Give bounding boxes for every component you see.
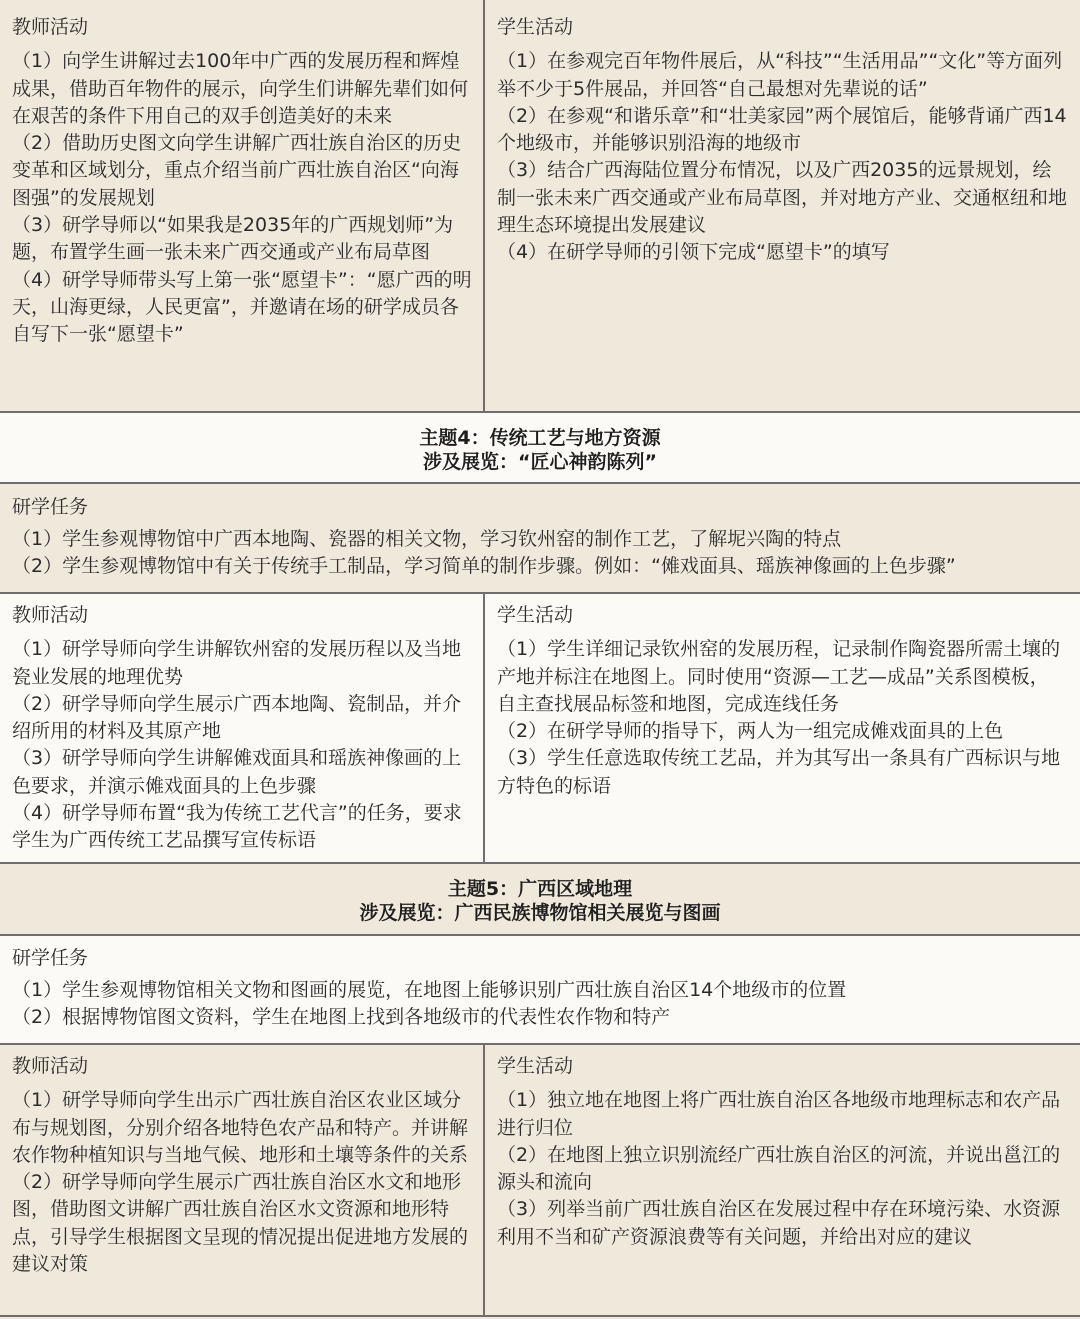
student-activity-cell (497, 1053, 1067, 1251)
research-task-header: 研学任务 (12, 496, 89, 518)
teacher-activity-cell (12, 602, 472, 855)
research-task-cell (12, 494, 1072, 580)
teacher-activity-item: （1）研学导师向学生出示广西壮族自治区农业区域分布与规划图，分别介绍各地特色农产品和特产。并讲解农作物种植知识与当地气候、地形和土壤等条件的关系 (12, 1089, 469, 1166)
research-task-item: （1）学生参观博物馆中广西本地陶、瓷器的相关文物，学习钦州窑的制作工艺，了解坭兴陶的特点 (12, 528, 842, 550)
student-activity-item: （2）在研学导师的指导下，两人为一组完成傩戏面具的上色 (497, 720, 1004, 743)
teacher-activity-header: 教师活动 (12, 1055, 89, 1077)
theme5-exhibit: 涉及展览：广西民族博物馆相关展览与图画 (359, 902, 721, 924)
teacher-activity-item: （3）研学导师以“如果我是2035年的广西规划师”为题，布置学生画一张未来广西交通或产业布局草图 (12, 214, 454, 264)
student-activity-item: （3）结合广西海陆位置分布情况，以及广西2035的远景规划，绘制一张未来广西交通或产业布局草图，并对地方产业、交通枢纽和地理生态环境提出发展建议 (497, 159, 1068, 237)
student-activity-header: 学生活动 (497, 1055, 574, 1077)
row-divider (0, 1315, 1080, 1317)
teacher-activity-item: （2）研学导师向学生展示广西壮族自治区水文和地形图，借助图文讲解广西壮族自治区水文资源和地形特点，引导学生根据图文呈现的情况提出促进地方发展的建议对策 (12, 1171, 469, 1276)
student-activity-item: （4）在研学导师的引领下完成“愿望卡”的填写 (497, 241, 890, 264)
teacher-activity-item: （4）研学导师带头写上第一张“愿望卡”：“愿广西的明天，山海更绿，人民更富”，并邀请在场的研学成员各自写下一张“愿望卡” (12, 268, 472, 346)
column-divider (483, 1045, 485, 1316)
teacher-activity-cell (12, 1053, 472, 1278)
teacher-activity-item: （2）研学导师向学生展示广西本地陶、瓷制品，并介绍所用的材料及其原产地 (12, 692, 462, 743)
student-activity-item: （1）独立地在地图上将广西壮族自治区各地级市地理标志和农产品进行归位 (497, 1089, 1061, 1139)
research-task-item: （2）学生参观博物馆中有关于传统手工制品，学习简单的制作步骤。例如：“傩戏面具、瑶族神像画的上色步骤” (12, 555, 956, 577)
teacher-activity-item: （1）向学生讲解过去100年中广西的发展历程和辉煌成果，借助百年物件的展示，向学生们讲解先辈们如何在艰苦的条件下用自己的双手创造美好的未来 (12, 50, 469, 127)
theme4-exhibit: 涉及展览：“匠心神韵陈列” (423, 451, 657, 473)
student-activity-item: （2）在参观“和谐乐章”和“壮美家园”两个展馆后，能够背诵广西14个地级市，并能够识别沿海的地级市 (497, 104, 1067, 155)
column-divider (483, 594, 485, 862)
research-task-item: （2）根据博物馆图文资料，学生在地图上找到各地级市的代表性农作物和特产 (12, 1006, 671, 1028)
student-activity-header: 学生活动 (497, 16, 574, 38)
student-activity-item: （3）学生任意选取传统工艺品，并为其写出一条具有广西标识与地方特色的标语 (497, 747, 1061, 797)
teacher-activity-item: （4）研学导师布置“我为传统工艺代言”的任务，要求学生为广西传统工艺品撰写宣传标语 (12, 802, 462, 852)
theme4-title: 主题4：传统工艺与地方资源 (419, 427, 661, 449)
student-activity-item: （1）学生详细记录钦州窑的发展历程，记录制作陶瓷器所需土壤的产地并标注在地图上。同时使用“资源—工艺—成品”关系图模板，自主查找展品标签和地图，完成连线任务 (497, 638, 1061, 715)
student-activity-item: （2）在地图上独立识别流经广西壮族自治区的河流，并说出邕江的源头和流向 (497, 1143, 1061, 1194)
teacher-activity-header: 教师活动 (12, 16, 89, 38)
teacher-activity-header: 教师活动 (12, 604, 89, 626)
teacher-activity-cell (12, 14, 472, 349)
research-task-header: 研学任务 (12, 947, 89, 969)
teacher-activity-item: （3）研学导师向学生讲解傩戏面具和瑶族神像画的上色要求，并演示傩戏面具的上色步骤 (12, 747, 462, 797)
student-activity-item: （1）在参观完百年物件展后，从“科技”“生活用品”“文化”等方面列举不少于5件展品，并回答“自己最想对先辈说的话” (497, 50, 1063, 100)
column-divider (483, 0, 485, 412)
theme5-title: 主题5：广西区域地理 (447, 878, 633, 900)
research-task-cell (12, 945, 1072, 1031)
student-activity-header: 学生活动 (497, 604, 574, 626)
student-activity-item: （3）列举当前广西壮族自治区在发展过程中存在环境污染、水资源利用不当和矿产资源浪费等有关问题，并给出对应的建议 (497, 1198, 1061, 1248)
teacher-activity-item: （1）研学导师向学生讲解钦州窑的发展历程以及当地瓷业发展的地理优势 (12, 638, 462, 688)
teacher-activity-item: （2）借助历史图文向学生讲解广西壮族自治区的历史变革和区域划分，重点介绍当前广西壮族自治区“向海图强”的发展规划 (12, 132, 462, 209)
research-task-item: （1）学生参观博物馆相关文物和图画的展览，在地图上能够识别广西壮族自治区14个地级市的位置 (12, 979, 847, 1001)
student-activity-cell (497, 602, 1067, 800)
student-activity-cell (497, 14, 1067, 267)
